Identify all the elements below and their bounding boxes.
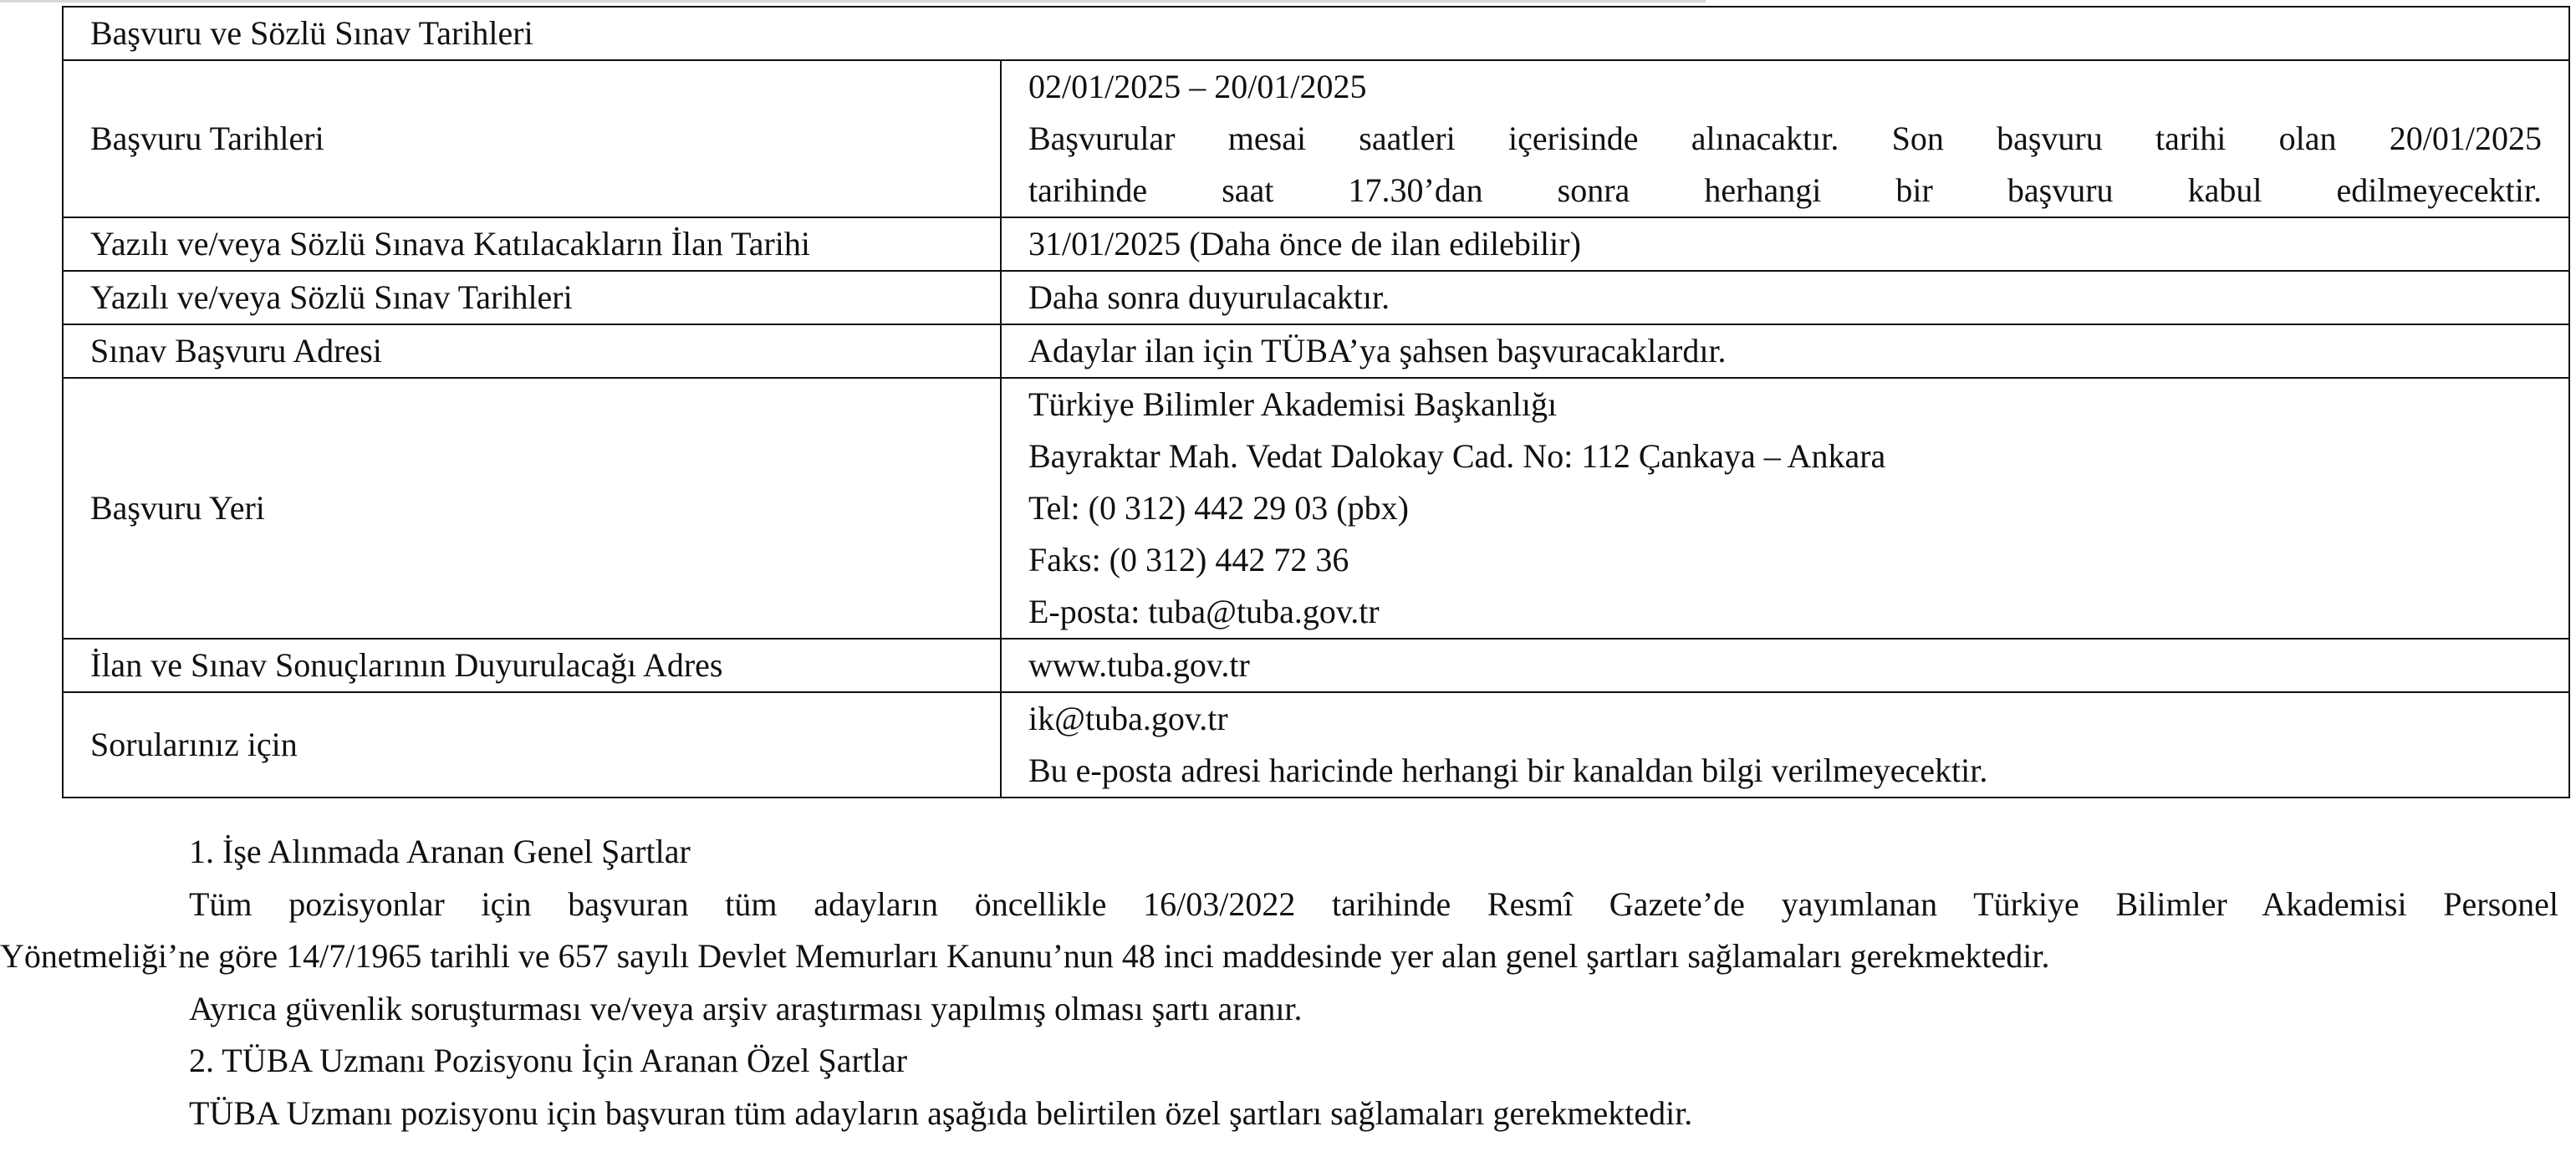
row-label: Yazılı ve/veya Sözlü Sınav Tarihleri (63, 271, 1001, 324)
table-row-application-place (63, 378, 2569, 639)
row-value (1001, 378, 2569, 639)
section-heading-general: 1. İşe Alınmada Aranan Genel Şartlar (189, 833, 691, 870)
row-label: İlan ve Sınav Sonuçlarının Duyurulacağı Adres (63, 639, 1001, 692)
application-note-line-2: tarihinde saat 17.30’dan sonra herhangi bir başvuru kabul edilmeyecektir. (1028, 171, 2542, 209)
row-value: 31/01/2025 (Daha önce de ilan edilebilir) (1001, 217, 2569, 271)
row-value: www.tuba.gov.tr (1001, 639, 2569, 692)
email-address: E-posta: tuba@tuba.gov.tr (1028, 593, 1380, 630)
section-heading-specific: 2. TÜBA Uzmanı Pozisyonu İçin Aranan Özel Şartlar (189, 1042, 908, 1079)
table-row-results-address (63, 639, 2569, 692)
specific-paragraph: TÜBA Uzmanı pozisyonu için başvuran tüm adayların aşağıda belirtilen özel şartları sağlamaları gerekmektedir. (189, 1094, 1693, 1132)
row-value (1001, 60, 2569, 217)
table-row-exam-dates (63, 271, 2569, 324)
phone-number: Tel: (0 312) 442 29 03 (pbx) (1028, 489, 1409, 527)
row-value: Daha sonra duyurulacaktır. (1001, 271, 2569, 324)
institution-name: Türkiye Bilimler Akademisi Başkanlığı (1028, 385, 1558, 423)
dates-table (62, 6, 2570, 798)
general-paragraph-2: Ayrıca güvenlik soruşturması ve/veya arşiv araştırması yapılmış olması şartı aranır. (189, 990, 1303, 1027)
previous-page-line (0, 0, 1706, 3)
street-address: Bayraktar Mah. Vedat Dalokay Cad. No: 112 Çankaya – Ankara (1028, 437, 1886, 475)
row-label: Başvuru Yeri (63, 378, 1001, 639)
table-row-announcement-date (63, 217, 2569, 271)
row-label: Yazılı ve/veya Sözlü Sınava Katılacakların İlan Tarihi (63, 217, 1001, 271)
table-heading-row (63, 7, 2569, 60)
row-value: Adaylar ilan için TÜBA’ya şahsen başvuracaklardır. (1001, 324, 2569, 378)
questions-email: ik@tuba.gov.tr (1028, 700, 1228, 737)
table-row-application-dates (63, 60, 2569, 217)
table-row-questions (63, 692, 2569, 798)
fax-number: Faks: (0 312) 442 72 36 (1028, 541, 1349, 578)
table-heading: Başvuru ve Sözlü Sınav Tarihleri (63, 7, 2569, 60)
row-label: Sınav Başvuru Adresi (63, 324, 1001, 378)
general-paragraph-line-1: Tüm pozisyonlar için başvuran tüm adayların öncellikle 16/03/2022 tarihinde Resmî Gazete’de yayımlanan Türkiye Bilimler Akademisi Personel (189, 885, 2558, 923)
application-note-line-1: Başvurular mesai saatleri içerisinde alınacaktır. Son başvuru tarihi olan 20/01/2025 (1028, 120, 2542, 157)
table-row-application-address (63, 324, 2569, 378)
questions-note: Bu e-posta adresi haricinde herhangi bir kanaldan bilgi verilmeyecektir. (1028, 752, 1988, 789)
general-paragraph-line-2: Yönetmeliği’ne göre 14/7/1965 tarihli ve 657 sayılı Devlet Memurları Kanunu’nun 48 inci maddesinde yer alan genel şartları sağlamaları gerekmektedir. (0, 937, 2050, 975)
row-label: Sorularınız için (63, 692, 1001, 798)
application-date-range: 02/01/2025 – 20/01/2025 (1028, 68, 1367, 105)
row-label: Başvuru Tarihleri (63, 60, 1001, 217)
row-value (1001, 692, 2569, 798)
